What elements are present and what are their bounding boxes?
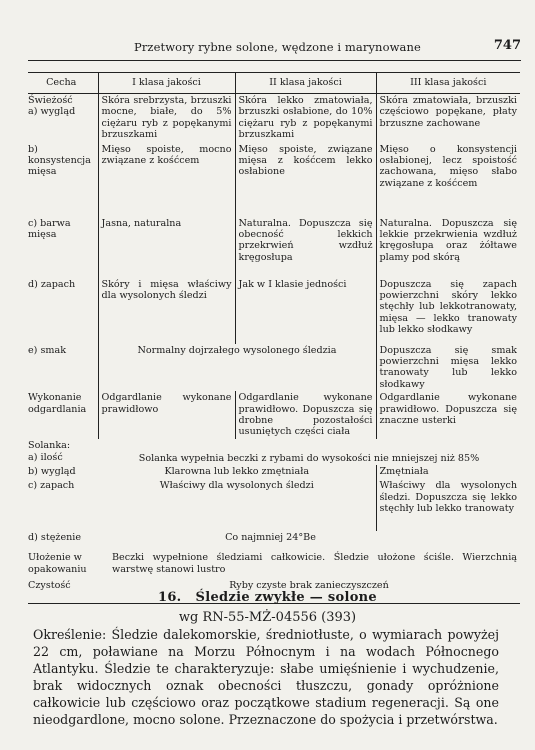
- cell-class-1: Odgardlanie wykonane prawidłowo: [98, 391, 235, 439]
- row-label: c) barwa mięsa: [28, 217, 71, 240]
- header-rule: [28, 60, 521, 61]
- row-label: Czystość: [28, 579, 98, 603]
- row-label: b) konsystencja mięsa: [28, 143, 91, 178]
- table-row: [28, 217, 520, 278]
- cell-class-1: Jasna, naturalna: [98, 217, 235, 278]
- cell-class-1-2: Właściwy dla wysolonych śledzi: [159, 480, 314, 492]
- column-header-cecha: Cecha: [28, 73, 98, 94]
- cell-class-2: Mięso spoiste, związane mięsa z kośćcem lekko osłabione: [235, 143, 376, 217]
- cell-class-3: Zmętniała: [376, 465, 520, 479]
- header-title: Przetwory rybne solone, wędzone i marynowane: [134, 40, 421, 54]
- row-label: b) wygląd: [28, 466, 76, 478]
- table-row: [28, 439, 520, 465]
- row-label: e) smak: [28, 344, 67, 356]
- table-row: [28, 531, 520, 551]
- definition-paragraph: Określenie: Śledzie dalekomorskie, średniotłuste, o wymiarach powyżej 22 cm, poławiane na Morzu Północnym i na wodach Północnego Atlantyku. Śledzie te charakteryzuje: słabe umięśnienie i wychudzenie, brak widocznych oznak obecności tłuszczu, gonady opróżnione całkowicie lub częściowo oraz początkowe stadium regeneracji. Są one nieodgardlone, mocno solone. Przeznaczone do spożycia i przetwórstwa.: [33, 627, 499, 727]
- quality-classes-table: [28, 72, 520, 604]
- cell-class-1: Skóra srebrzysta, brzuszki mocne, białe, do 5% ciężaru ryb z popękanymi brzuszkami: [98, 94, 235, 143]
- table-row: [28, 391, 520, 439]
- section-title: Śledzie zwykłe — solone: [195, 590, 378, 605]
- row-label: Wykonanie odgardlania: [28, 392, 87, 415]
- cell-all-classes: Ryby czyste brak zanieczyszczeń: [98, 579, 520, 603]
- table-header-row: [28, 73, 520, 94]
- row-label: Świeżość a) wygląd: [28, 94, 98, 143]
- row-label: Solanka: a) ilość: [28, 439, 98, 465]
- row-group-label: Świeżość: [28, 95, 73, 106]
- cell-class-3: Naturalna. Dopuszcza się lekkie przekrwienia wzdłuż kręgosłupa oraz żółtawe plamy pod skórą: [376, 217, 520, 278]
- cell-class-2: Jak w I klasie jedności: [235, 278, 376, 344]
- cell-class-3: Odgardlanie wykonane prawidłowo. Dopuszcza się znaczne usterki: [376, 391, 520, 439]
- cell-class-3: Mięso o konsystencji osłabionej, lecz spoistość zachowana, mięso słabo związane z kośćcem: [376, 143, 520, 217]
- section-number: 16.: [157, 590, 182, 605]
- row-label: d) stężenie: [28, 532, 82, 544]
- cell-class-2: Naturalna. Dopuszcza się obecność lekkich przekrwień wzdłuż kręgosłupa: [235, 217, 376, 278]
- table-row: [28, 465, 520, 479]
- table-row: [28, 143, 520, 217]
- cell-class-1: Skóry i mięsa właściwy dla wysolonych śledzi: [98, 278, 235, 344]
- cell-class-1: Mięso spoiste, mocno związane z kośćcem: [98, 143, 235, 217]
- cell-class-3: Dopuszcza się smak powierzchni mięsa lekko tranowaty lub lekko słodkawy: [376, 344, 520, 392]
- cell-all-classes: Co najmniej 24°Be: [225, 532, 316, 544]
- row-label: Ułożenie w opakowaniu: [28, 552, 87, 575]
- section-heading: [0, 590, 535, 605]
- page-number: 747: [493, 38, 521, 53]
- column-header-class-3: III klasa jakości: [376, 73, 520, 94]
- table-row: [28, 479, 520, 531]
- row-group-label: Solanka:: [28, 440, 71, 452]
- cell-class-1-2: Klarowna lub lekko zmętniała: [164, 466, 310, 478]
- cell-all-classes: Solanka wypełnia beczki z rybami do wysokości nie mniejszej niż 85%: [138, 452, 480, 464]
- table-row: [28, 344, 520, 392]
- table-row: [28, 94, 520, 143]
- row-label: c) zapach: [28, 480, 75, 492]
- cell-class-2: Odgardlanie wykonane prawidłowo. Dopuszcza się drobne pozostałości usuniętych części ciała: [235, 391, 376, 439]
- table-row: [28, 551, 520, 579]
- table-row: [28, 278, 520, 344]
- section-standard: wg RN-55-MŻ-04556 (393): [178, 610, 357, 625]
- column-header-class-1: I klasa jakości: [98, 73, 235, 94]
- cell-class-1-2: Normalny dojrzałego wysolonego śledzia: [98, 344, 376, 392]
- column-header-class-2: II klasa jakości: [235, 73, 376, 94]
- running-header: [28, 40, 521, 58]
- cell-class-3: Skóra zmatowiała, brzuszki częściowo popękane, płaty brzuszne zachowane: [376, 94, 520, 143]
- cell-class-2: Skóra lekko zmatowiała, brzuszki osłabione, do 10% ciężaru ryb z popękanymi brzuszkami: [235, 94, 376, 143]
- cell-all-classes: Beczki wypełnione śledziami całkowicie. Śledzie ułożone ściśle. Wierzchnią warstwę stanowi lustro: [112, 552, 517, 575]
- cell-class-3: Dopuszcza się zapach powierzchni skóry lekko stęchły lub lekkotranowaty, mięsa — lekko tranowaty lub lekko słodkawy: [376, 278, 520, 344]
- row-label: d) zapach: [28, 278, 76, 290]
- cell-class-3: Właściwy dla wysolonych śledzi. Dopuszcza się lekko stęchły lub lekko tranowaty: [376, 479, 520, 531]
